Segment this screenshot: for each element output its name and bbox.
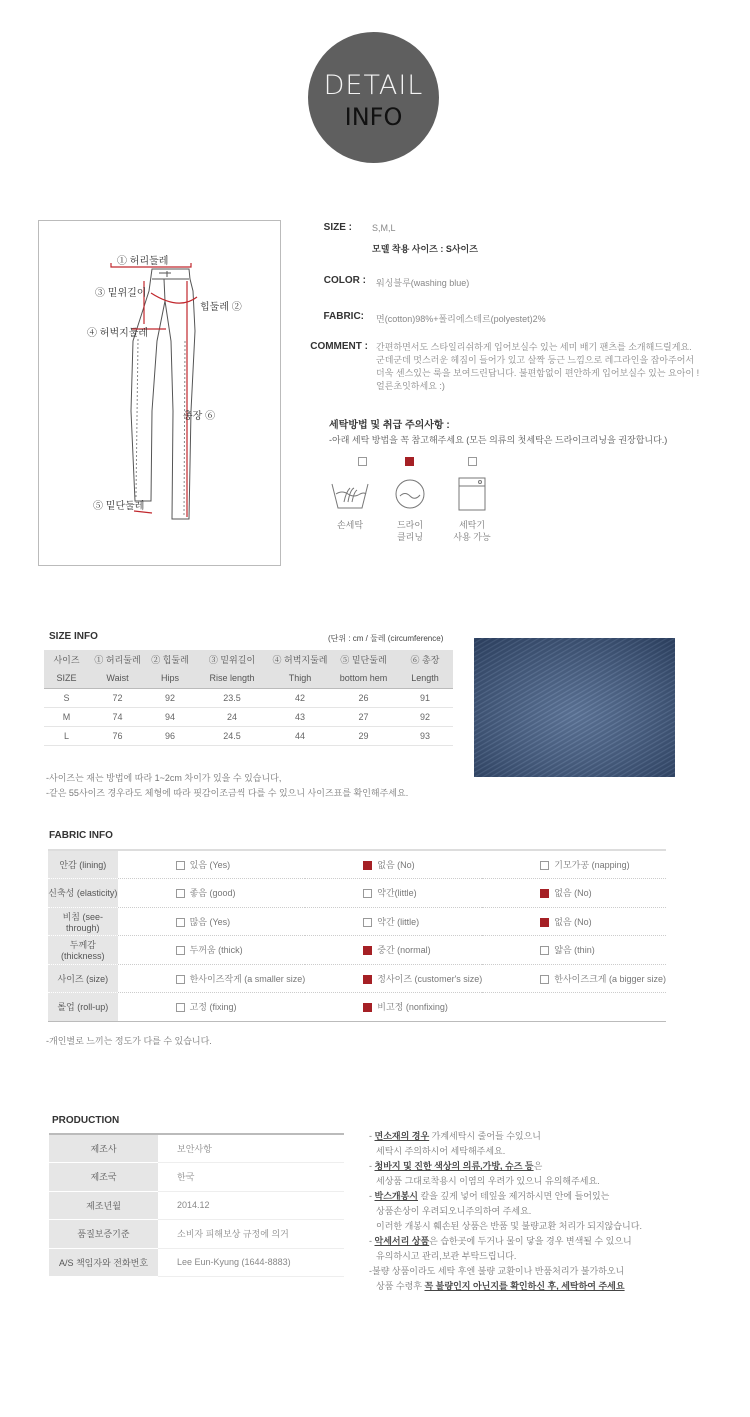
size-header-en [44, 669, 453, 688]
fabric-option [118, 907, 306, 936]
production-value: 소비자 피해보상 규정에 의거 [158, 1220, 344, 1249]
fabric-option [482, 936, 666, 965]
header-cell: Waist [89, 669, 146, 688]
production-value: 보안사항 [158, 1134, 344, 1163]
fabric-option [305, 879, 482, 908]
fabric-option [482, 850, 666, 879]
table-row [44, 707, 453, 726]
fabric-row [48, 993, 666, 1022]
fabric-checkbox [540, 975, 549, 984]
warning-text: 세상품 그대로착용시 이염의 우려가 있으니 유의해주세요. [376, 1176, 600, 1186]
table-cell: 92 [146, 688, 194, 707]
warning-text: 상품 수령후 [376, 1281, 425, 1291]
fabric-checkbox [176, 1003, 185, 1012]
table-row [49, 1220, 344, 1249]
fabric-option [118, 964, 306, 993]
badge-line2: INFO [344, 103, 403, 131]
fabric-checkbox [363, 918, 372, 927]
header-cell: ⑤ 밑단둘레 [330, 650, 397, 669]
label-hip: 힙둘레 ② [200, 302, 242, 313]
production-value: Lee Eun-Kyung (1644-8883) [158, 1248, 344, 1277]
fabric-option-label: 얇음 (thin) [554, 945, 595, 956]
table-row [49, 1248, 344, 1277]
comment-line: 간편하면서도 스타일리쉬하게 입어보실수 있는 세미 배기 팬츠를 소개해드릴게요. [376, 342, 692, 352]
fabric-row-label: 비침 (see-through) [48, 907, 118, 936]
header-cell: ⑥ 총장 [397, 650, 453, 669]
header-cell: ③ 밑위길이 [194, 650, 270, 669]
table-cell: 93 [397, 726, 453, 745]
fabric-checkbox [176, 918, 185, 927]
table-cell: L [44, 726, 89, 745]
table-cell: 29 [330, 726, 397, 745]
size-unit: (단위 : cm / 둘레 (circumference) [328, 634, 444, 643]
fabric-option-label: 없음 (No) [377, 860, 415, 870]
production-label: 제조년월 [49, 1191, 158, 1220]
warning-text: - [369, 1131, 375, 1141]
table-cell: 42 [270, 688, 330, 707]
header-cell: Thigh [270, 669, 330, 688]
size-notes [46, 771, 408, 801]
warning-text: 가계세탁시 줄어들 수있으니 [429, 1131, 542, 1141]
care-label-2: 사용 가능 [453, 532, 491, 542]
label-thigh: ④ 허벅지둘레 [87, 328, 149, 339]
fabric-row-label: 사이즈 (size) [48, 964, 118, 993]
table-cell: 76 [89, 726, 146, 745]
warning-emph: 꼭 불량인지 아닌지를 확인하신 후, 세탁하여 주세요 [424, 1281, 625, 1291]
fabric-checkbox [363, 861, 372, 870]
fabric-row [48, 936, 666, 965]
fabric-checkbox [363, 1003, 372, 1012]
size-note: -같은 55사이즈 경우라도 체형에 따라 핏감이조금씩 다를 수 있으니 사이즈표를 확인해주세요. [46, 788, 409, 798]
fabric-option [118, 936, 306, 965]
table-cell: 44 [270, 726, 330, 745]
fabric-checkbox [540, 946, 549, 955]
fabric-swatch-image [474, 638, 675, 777]
fabric-note: -개인별로 느끼는 정도가 다를 수 있습니다. [46, 1036, 212, 1046]
badge-line1: DETAIL [323, 70, 424, 101]
size-header-kr [44, 650, 453, 669]
header-cell: Length [397, 669, 453, 688]
fabric-option [118, 993, 306, 1022]
production-title: PRODUCTION [52, 1115, 120, 1126]
header-cell: bottom hem [330, 669, 397, 688]
fabric-checkbox [363, 946, 372, 955]
comment-line: 얼른초잇하세요 :) [376, 381, 445, 391]
production-value: 2014.12 [158, 1191, 344, 1220]
comment-label: COMMENT : [310, 341, 368, 352]
table-cell: 43 [270, 707, 330, 726]
fabric-option-label: 없음 (No) [554, 888, 592, 899]
warning-emph: 악세서리 상품 [374, 1236, 430, 1246]
warning-text: -불량 상품이라도 세탁 후엔 불량 교환이나 반품처리가 불가하오니 [369, 1266, 625, 1276]
fabric-checkbox [363, 975, 372, 984]
table-cell: 91 [397, 688, 453, 707]
size-label: SIZE : [323, 222, 352, 233]
fabric-row [48, 850, 666, 879]
fabric-checkbox [176, 889, 185, 898]
header-cell: ④ 허벅지둘레 [270, 650, 330, 669]
care-checkbox [358, 457, 367, 466]
header-cell: ② 힙둘레 [146, 650, 194, 669]
table-cell: S [44, 688, 89, 707]
fabric-option [305, 993, 482, 1022]
care-machine-wash [442, 456, 502, 543]
production-label: 제조국 [49, 1163, 158, 1192]
fabric-option [482, 879, 666, 908]
pants-diagram-icon [39, 221, 282, 567]
fabric-row [48, 879, 666, 908]
fabric-option-label: 있음 (Yes) [189, 860, 231, 870]
table-row [49, 1134, 344, 1163]
fabric-option-label: 많음 (Yes) [189, 916, 231, 927]
washing-machine-icon [442, 474, 502, 514]
warning-emph: 박스개봉시 [374, 1191, 418, 1201]
header-cell: SIZE [44, 669, 89, 688]
warning-text: 이러한 개봉시 훼손된 상품은 반품 및 불량교환 처리가 되지않습니다. [376, 1221, 642, 1231]
label-hem: ⑤ 밑단둘레 [93, 501, 145, 512]
fabric-row-label: 안감 (lining) [48, 850, 118, 879]
color-label: COLOR : [323, 275, 366, 286]
care-label: 손세탁 [336, 520, 364, 530]
fabric-checkbox [176, 861, 185, 870]
size-diagram-panel [38, 220, 281, 566]
size-table [44, 650, 453, 746]
fabric-option [305, 936, 482, 965]
fabric-checkbox [540, 889, 549, 898]
dry-clean-icon [380, 474, 440, 514]
table-row [49, 1191, 344, 1220]
fabric-option-label: 약간(little) [377, 888, 417, 899]
warnings-block: - 면소재의 경우 가계세탁시 줄어들 수있으니 세탁시 주의하시어 세탁해주세요. - 청바지 및 진한 색상의 의류,가방, 슈즈 등은 세상품 그대로착용시 이염의 우려가 있으니 유의해주세요. - 박스개봉시 칼을 깊게 넣어 테잎을 제거하시면 안에 들어있는 상품손상이 우려되오니주의하여 주세요. 이러한 개봉시 훼손된 상품은 반품 및 불량교환 처리가 되지않습니다. - 악세서리 상품은 습한곳에 두거나 물이 닿을 경우 변색될 수 있으니 유의하시고 관리,보관 부탁드립니다. -불량 상품이라도 세탁 후엔 불량 교환이나 반품처리가 불가하오니 상품 수령후 꼭 불량인지 아닌지를 확인하신 후, 세탁하여 주세요 [369, 1131, 642, 1291]
header-cell: ① 허리둘레 [89, 650, 146, 669]
warning-text: 칼을 깊게 넣어 테잎을 제거하시면 안에 들어있는 [417, 1191, 610, 1201]
fabric-option-label: 중간 (normal) [377, 945, 431, 956]
fabric-option-label: 정사이즈 (customer's size) [377, 973, 483, 984]
care-label: 드라이 [396, 520, 424, 530]
header-cell: Rise length [194, 669, 270, 688]
fabric-row-label: 롤업 (roll-up) [48, 993, 118, 1022]
comment-text [376, 341, 706, 393]
warning-text: 유의하시고 관리,보관 부탁드립니다. [376, 1251, 517, 1261]
fabric-option [305, 850, 482, 879]
warning-emph: 면소재의 경우 [374, 1131, 430, 1141]
fabric-option [118, 879, 306, 908]
fabric-option-label: 한사이즈작게 (a smaller size) [189, 973, 306, 984]
table-cell: 26 [330, 688, 397, 707]
table-row [49, 1163, 344, 1192]
fabric-option [482, 964, 666, 993]
hand-wash-icon [320, 474, 380, 514]
table-cell: 27 [330, 707, 397, 726]
fabric-option-label: 한사이즈크게 (a bigger size) [554, 973, 666, 984]
fabric-value: 면(cotton)98%+폴리에스테르(polyestet)2% [376, 314, 546, 324]
care-label-2: 클리닝 [396, 532, 424, 542]
fabric-option-label: 기모가공 (napping) [554, 860, 630, 870]
fabric-checkbox [176, 975, 185, 984]
table-cell: M [44, 707, 89, 726]
table-cell: 92 [397, 707, 453, 726]
detail-info-badge [308, 32, 439, 163]
table-cell: 24 [194, 707, 270, 726]
table-cell: 74 [89, 707, 146, 726]
fabric-checkbox [540, 918, 549, 927]
fabric-option-label: 고정 (fixing) [189, 1002, 237, 1013]
fabric-checkbox [540, 861, 549, 870]
care-hand-wash [320, 456, 380, 531]
header-cell: Hips [146, 669, 194, 688]
comment-line: 군데군데 멋스러운 헤짐이 들어가 있고 살짝 둥근 느낌으로 레그라인을 잡아주어서 [376, 355, 695, 365]
size-note: -사이즈는 재는 방법에 따라 1~2cm 차이가 있을 수 있습니다, [46, 773, 282, 783]
fabric-table [48, 849, 666, 1022]
care-title: 세탁방법 및 취급 주의사항 : [329, 420, 450, 431]
table-cell: 94 [146, 707, 194, 726]
fabric-option [482, 907, 666, 936]
table-row [44, 688, 453, 707]
color-value: 워싱블루(washing blue) [376, 278, 470, 288]
warning-text: 세탁시 주의하시어 세탁해주세요. [376, 1146, 506, 1156]
fabric-option [305, 907, 482, 936]
fabric-info-title: FABRIC INFO [49, 830, 113, 841]
label-length: 총장 ⑥ [183, 411, 216, 422]
fabric-option-label: 비고정 (nonfixing) [377, 1002, 448, 1013]
size-info-title: SIZE INFO [49, 631, 98, 642]
warning-emph: 청바지 및 진한 색상의 의류,가방, 슈즈 등 [374, 1161, 534, 1171]
care-checkbox [405, 457, 414, 466]
warning-text: 은 [533, 1161, 543, 1171]
warning-text: 은 습한곳에 두거나 물이 닿을 경우 변색될 수 있으니 [429, 1236, 632, 1246]
fabric-checkbox [363, 889, 372, 898]
table-cell: 24.5 [194, 726, 270, 745]
fabric-option-label: 약간 (little) [377, 916, 420, 927]
table-row [44, 726, 453, 745]
production-label: 품질보증기준 [49, 1220, 158, 1249]
table-cell: 96 [146, 726, 194, 745]
label-rise: ③ 밑위길이 [95, 288, 147, 299]
fabric-option [305, 964, 482, 993]
production-label: A/S 책임자와 전화번호 [49, 1248, 158, 1277]
fabric-option-label: 두꺼움 (thick) [189, 945, 243, 956]
production-table [49, 1133, 344, 1277]
fabric-row [48, 964, 666, 993]
table-cell: 72 [89, 688, 146, 707]
fabric-option [118, 850, 306, 879]
fabric-label: FABRIC: [323, 311, 364, 322]
warning-text: 상품손상이 우려되오니주의하여 주세요. [376, 1206, 532, 1216]
size-value: S,M,L [372, 223, 396, 233]
comment-line: 더욱 센스있는 룩을 보여드린답니다. 불편함없이 편안하게 입어보실수 있는 요아이 ! [376, 368, 700, 378]
production-label: 제조사 [49, 1134, 158, 1163]
care-label: 세탁기 [458, 520, 486, 530]
label-waist: ① 허리둘레 [117, 256, 169, 267]
fabric-option [482, 993, 666, 1022]
fabric-row-label: 신축성 (elasticity) [48, 879, 118, 908]
fabric-row [48, 907, 666, 936]
fabric-checkbox [176, 946, 185, 955]
model-size: 모델 착용 사이즈 : S사이즈 [372, 244, 478, 254]
care-dry-clean [380, 456, 440, 543]
fabric-option-label: 없음 (No) [554, 916, 592, 927]
header-cell: 사이즈 [44, 650, 89, 669]
care-subtitle: -아래 세탁 방법을 꼭 참고해주세요 (모든 의류의 첫세탁은 드라이크리닝을 권장합니다.) [329, 435, 668, 445]
table-cell: 23.5 [194, 688, 270, 707]
fabric-row-label: 두께감 (thickness) [48, 936, 118, 965]
production-value: 한국 [158, 1163, 344, 1192]
fabric-option-label: 좋음 (good) [189, 888, 236, 899]
care-checkbox [468, 457, 477, 466]
